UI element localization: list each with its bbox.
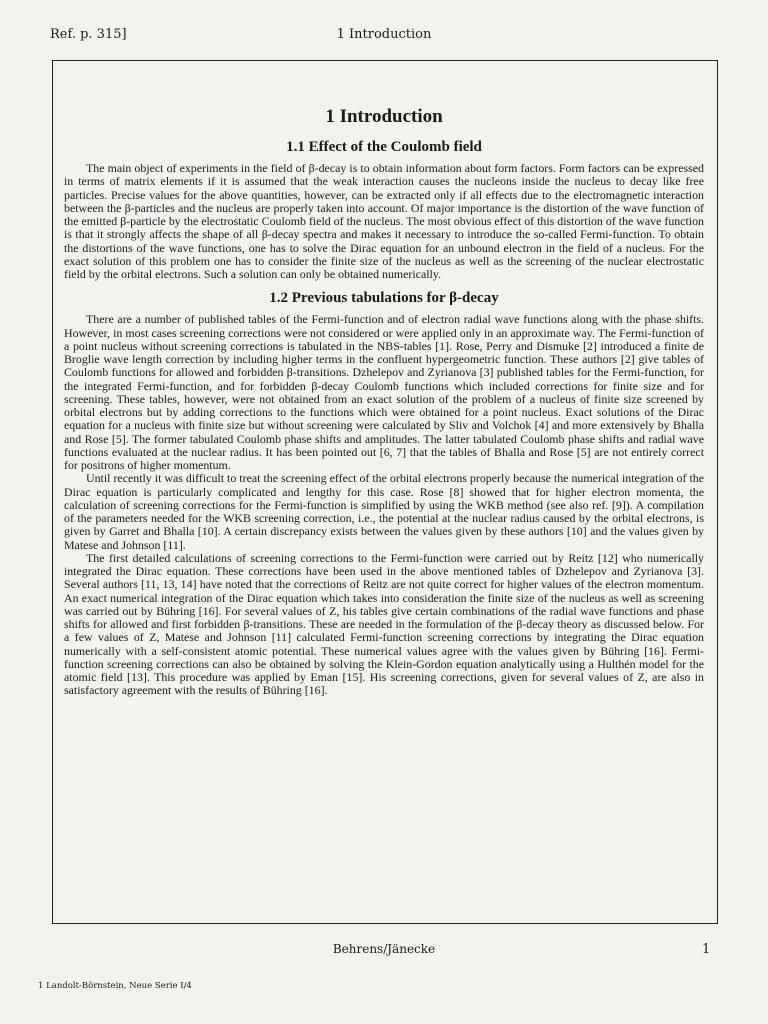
main-content — [64, 66, 704, 698]
section-heading-1-1: 1.1 Effect of the Coulomb field — [286, 139, 482, 155]
paragraph: Until recently it was difficult to treat the screening effect of the orbital electrons properly because the numerical integration of the Dirac equation is particularly complicated and lengthy for this case. Rose [8] showed that for higher electron momenta, the calculation of screening corrections for the Fermi-function is simplified by using the WKB method (see also ref. [9]). A compilation of the parameters needed for the WKB screening correction, i.e., the potential at the nuclear radius caused by the orbital electrons, is given by Garret and Bhalla [10]. A certain discrepancy exists between the values given by these authors [10] and the values given by Matese and Johnson [11]. — [64, 471, 704, 552]
series-footnote: 1 Landolt-Börnstein, Neue Serie I/4 — [38, 981, 192, 991]
running-header — [0, 24, 768, 46]
section-heading-1-2: 1.2 Previous tabulations for β-decay — [269, 290, 499, 307]
running-chapter-title: 1 Introduction — [336, 27, 432, 42]
author-footer: Behrens/Jänecke — [332, 942, 436, 956]
paragraph: The main object of experiments in the field of β-decay is to obtain information about form factors. Form factors can be expressed in terms of matrix elements if it is assumed that the weak interaction causes the nucleons inside the nucleus to decay like free particles. Precise values for the above quantities, however, can be extracted only if all effects due to the electromagnetic interaction between the β-particles and the nucleus are properly taken into account. Of major importance is the distortion of the wave function of the emitted β-particle by the electrostatic Coulomb field of the nucleus. The most obvious effect of this distortion of the wave function is that it strongly affects the shape of all β-decay spectra and makes it necessary to introduce the so-called Fermi-function. To obtain the distortions of the wave functions, one has to solve the Dirac equation for an unbound electron in the field of a nucleus. For the exact solution of this problem one has to consider the finite size of the nucleus as well as the screening of the nuclear electrostatic field by the orbital electrons. Such a solution can only be obtained numerically. — [64, 161, 704, 281]
page-reference: Ref. p. 315] — [50, 27, 127, 42]
paragraph: There are a number of published tables of the Fermi-function and of electron radial wave functions along with the phase shifts. However, in most cases screening corrections were not considered or were applied only in an approximate way. The Fermi-function of a point nucleus without screening corrections is tabulated in the NBS-tables [1]. Rose, Perry and Dismuke [2] introduced a finite de Broglie wave length correction by including higher terms in the confluent hypergeometric function. These authors [2] give tables of Coulomb functions for allowed and forbidden β-transitions. Dzhelepov and Zyrianova [3] published tables for the Fermi-function, for the integrated Fermi-function, and for forbidden β-decay Coulomb functions which included corrections for finite size and for screening. These tables, however, were not obtained from an exact solution of the problem of a nucleus of finite size screened by orbital electrons but by adding corrections to the functions which were obtained for a point nucleus. Exact solutions of the Dirac equation for a nucleus with finite size but without screening were calculated by Sliv and Volchok [4] and more extensively by Bhalla and Rose [5]. The former tabulated Coulomb phase shifts and amplitudes. The latter tabulated Coulomb phase shifts and radial wave functions evaluated at the nuclear radius. It has been pointed out [6, 7] that the tables of Bhalla and Rose [5] are not entirely correct for positrons of higher momentum. — [64, 312, 704, 472]
page-number: 1 — [702, 942, 711, 957]
chapter-title: 1 Introduction — [325, 106, 443, 127]
paragraph: The first detailed calculations of screening corrections to the Fermi-function were carried out by Reitz [12] who numerically integrated the Dirac equation. These corrections have been used in the above mentioned tables of Dzhelepov and Zyrianova [3]. Several authors [11, 13, 14] have noted that the corrections of Reitz are not quite correct for higher values of the electron momentum. An exact numerical integration of the Dirac equation which takes into consideration the finite size of the nucleus as well as screening was carried out by Bühring [16]. For several values of Z, his tables give certain combinations of the radial wave functions and phase shifts for allowed and first forbidden β-transitions. These are needed in the formulation of the β-decay theory as discussed below. For a few values of Z, Matese and Johnson [11] calculated Fermi-function screening corrections by integrating the Dirac equation numerically with a self-consistent atomic potential. These numerical values agree with the values given by Bühring [16]. Fermi-function screening corrections can also be obtained by solving the Klein-Gordon equation analytically using a Hulthén model for the atomic field [13]. This procedure was applied by Eman [15]. His screening corrections, given for several values of Z, are also in satisfactory agreement with the results of Bühring [16]. — [64, 550, 704, 698]
